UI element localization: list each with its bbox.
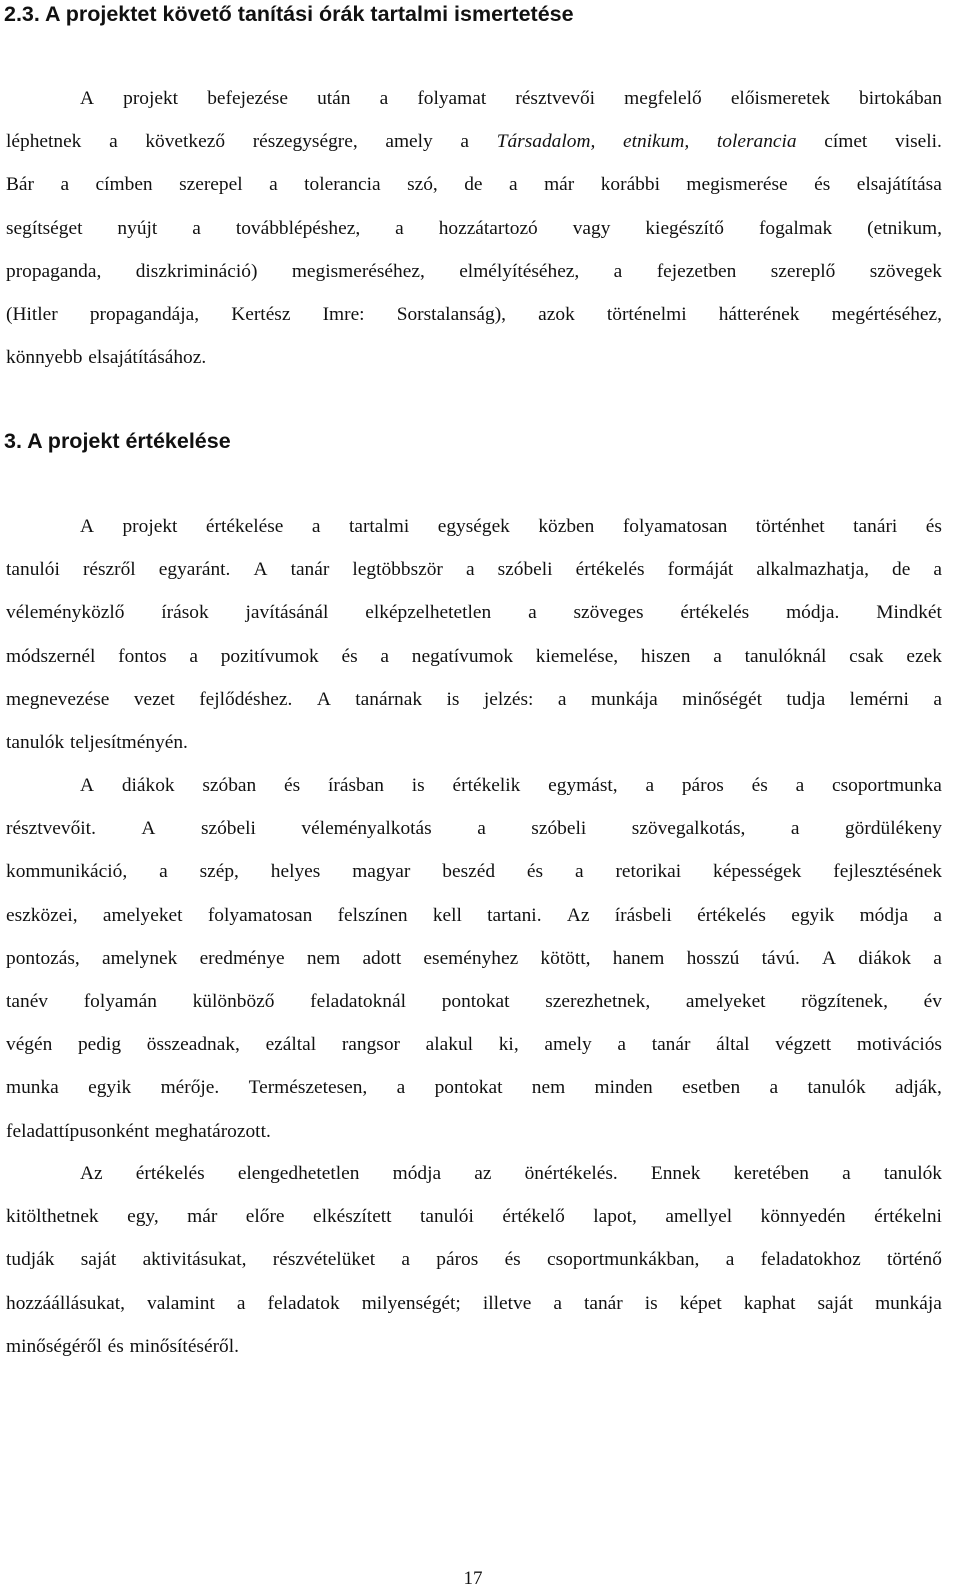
text-line: módszernél fontos a pozitívumok és a negatívumok kiemelése, hiszen a tanulóknál csak ezek [6,645,942,667]
paragraph-project-follow-up [6,77,942,379]
section-heading-3: 3. A projekt értékelése [4,429,231,453]
text-line: végén pedig összeadnak, ezáltal rangsor alakul ki, amely a tanár által végzett motivációs [6,1034,942,1056]
text-line: Bár a címben szerepel a tolerancia szó, de a már korábbi megismerése és elsajátítása [6,174,942,196]
text-line: propaganda, diszkrimináció) megismeréséhez, elmélyítéséhez, a fejezetben szereplő szövegek [6,260,942,282]
text-line: hozzáállásukat, valamint a feladatok milyenségét; illetve a tanár is képet kaphat saját munkája [6,1292,942,1314]
text-line: munka egyik mérője. Természetesen, a pontokat nem minden esetben a tanulók adják, [6,1077,942,1099]
text-line: könnyebb elsajátításához. [6,347,207,369]
text-line: tanév folyamán különböző feladatoknál pontokat szerezhetnek, amelyeket rögzítenek, év [6,990,942,1012]
text-line: tanulói részről egyaránt. A tanár legtöbbször a szóbeli értékelés formáját alkalmazhatja, de a [6,559,942,581]
text-line: résztvevőit. A szóbeli véleményalkotás a szóbeli szövegalkotás, a gördülékeny [6,818,942,840]
text-line: feladattípusonként meghatározott. [6,1120,271,1142]
text-line: Az értékelés elengedhetetlen módja az önértékelés. Ennek keretében a tanulók [80,1163,942,1184]
text-line: kommunikáció, a szép, helyes magyar beszéd és a retorikai képességek fejlesztésének [6,861,942,883]
text-line: megnevezése vezet fejlődéshez. A tanárnak is jelzés: a munkája minőségét tudja lemérni a [6,688,942,710]
page-number: 17 [463,1568,483,1589]
text-line: (Hitler propagandája, Kertész Imre: Sorstalanság), azok történelmi hátterének megértéséhez, [6,303,942,325]
text-line: léphetnek a következő részegységre, amely a Társadalom, etnikum, tolerancia címet viseli. [6,131,942,153]
text-line: véleményközlő írások javításánál elképzelhetetlen a szöveges értékelés módja. Mindkét [6,602,942,624]
text-line: segítséget nyújt a továbblépéshez, a hozzátartozó vagy kiegészítő fogalmak (etnikum, [6,217,942,239]
text-line: pontozás, amelynek eredménye nem adott eseményhez kötött, hanem hosszú távú. A diákok a [6,947,942,969]
text-line: kitölthetnek egy, már előre elkészített tanulói értékelő lapot, amellyel könnyedén értékelni [6,1206,942,1228]
text-line: A projekt befejezése után a folyamat résztvevői megfelelő előismeretek birtokában [80,88,942,109]
text-line: A projekt értékelése a tartalmi egységek közben folyamatosan történhet tanári és [80,516,942,537]
text-line: eszközei, amelyeket folyamatosan felszínen kell tartani. Az írásbeli értékelés egyik módja a [6,904,942,926]
text-line: tudják saját aktivitásukat, részvételüket a páros és csoportmunkákban, a feladatokhoz történő [6,1249,942,1271]
paragraph-evaluation-3 [6,1152,942,1368]
paragraph-evaluation-2 [6,764,942,1153]
text-line: minőségéről és minősítéséről. [6,1335,239,1357]
text-line: A diákok szóban és írásban is értékelik egymást, a páros és a csoportmunka [80,775,942,796]
section-heading-2-3: 2.3. A projektet követő tanítási órák tartalmi ismertetése [4,2,574,26]
text-line: tanulók teljesítményén. [6,731,188,753]
paragraph-evaluation-1 [6,505,942,764]
